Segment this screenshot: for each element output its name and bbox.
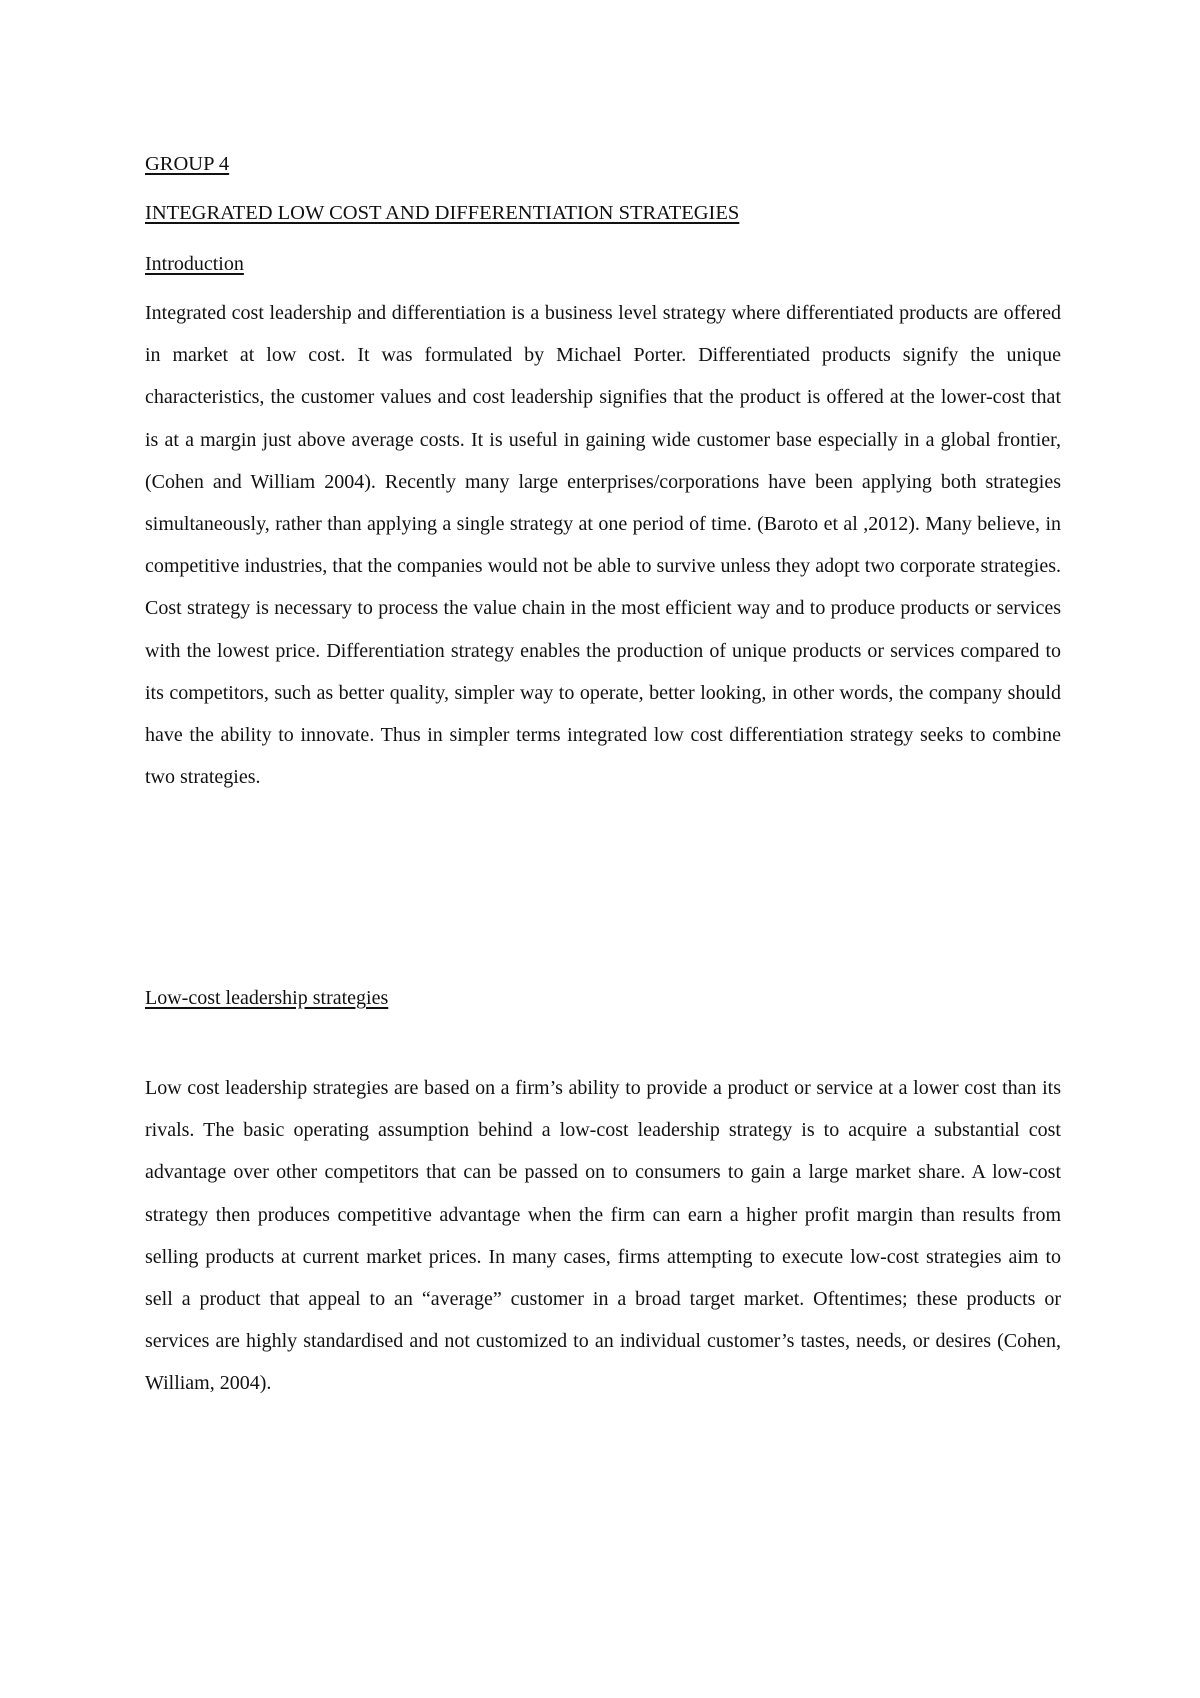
section-heading-introduction: Introduction: [145, 253, 244, 275]
section-heading-low-cost-leadership: Low-cost leadership strategies: [145, 987, 389, 1009]
document-title: INTEGRATED LOW COST AND DIFFERENTIATION STRATEGIES: [145, 202, 740, 224]
document-page: [145, 130, 1061, 1395]
section-body-low-cost-leadership: Low cost leadership strategies are based on a firm’s ability to provide a product or service at a lower cost than its rivals. The basic operating assumption behind a low-cost leadership strategy is to acquire a substantial cost advantage over other competitors that can be passed on to consumers to gain a large market share. A low-cost strategy then produces competitive advantage when the firm can earn a higher profit margin than results from selling products at current market prices. In many cases, firms attempting to execute low-cost strategies aim to sell a product that appeal to an “average” customer in a broad target market. Oftentimes; these products or services are highly standardised and not customized to an individual customer’s tastes, needs, or desires (Cohen, William, 2004).: [145, 1077, 1061, 1395]
group-heading: GROUP 4: [145, 153, 230, 175]
section-body-introduction: Integrated cost leadership and differentiation is a business level strategy where differentiated products are offered in market at low cost. It was formulated by Michael Porter. Differentiated products signify the unique characteristics, the customer values and cost leadership signifies that the product is offered at the lower-cost that is at a margin just above average costs. It is useful in gaining wide customer base especially in a global frontier, (Cohen and William 2004). Recently many large enterprises/corporations have been applying both strategies simultaneously, rather than applying a single strategy at one period of time. (Baroto et al ,2012). Many believe, in competitive industries, that the companies would not be able to survive unless they adopt two corporate strategies. Cost strategy is necessary to process the value chain in the most efficient way and to produce products or services with the lowest price. Differentiation strategy enables the production of unique products or services compared to its competitors, such as better quality, simpler way to operate, better looking, in other words, the company should have the ability to innovate. Thus in simpler terms integrated low cost differentiation strategy seeks to combine two strategies.: [145, 302, 1061, 789]
